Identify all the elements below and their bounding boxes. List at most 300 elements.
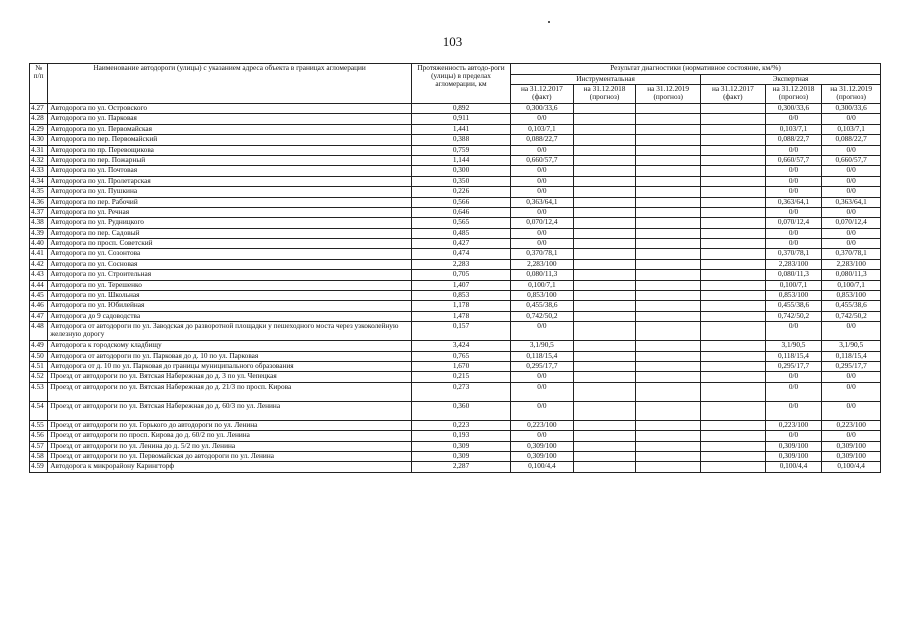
diagnostic-value: 0/0 bbox=[511, 431, 574, 441]
diagnostic-value: 0,103/7,1 bbox=[765, 124, 822, 134]
diagnostic-value bbox=[636, 124, 701, 134]
road-length: 0,474 bbox=[412, 249, 511, 259]
diagnostic-value: 0,300/33,6 bbox=[822, 104, 881, 114]
road-name: Проезд от автодороги по ул. Первомайская до автодороги по ул. Ленина bbox=[48, 451, 412, 461]
table-row bbox=[30, 176, 881, 186]
road-name: Автодорога по пр. Перевощикова bbox=[48, 145, 412, 155]
diagnostic-value bbox=[636, 301, 701, 311]
header-col-expert-2017: на 31.12.2017 (факт) bbox=[701, 85, 766, 104]
header-name: Наименование автодороги (улицы) с указанием адреса объекта в границах агломерации bbox=[48, 64, 412, 104]
diagnostic-value bbox=[636, 462, 701, 472]
table-row bbox=[30, 341, 881, 351]
road-length: 0,705 bbox=[412, 270, 511, 280]
road-length: 2,283 bbox=[412, 259, 511, 269]
diagnostic-value: 0,309/100 bbox=[765, 451, 822, 461]
diagnostic-value bbox=[573, 270, 636, 280]
row-number: 4.30 bbox=[30, 135, 48, 145]
row-number: 4.55 bbox=[30, 420, 48, 430]
diagnostic-value bbox=[701, 311, 766, 321]
header-col-instr-2019: на 31.12.2019 (прогноз) bbox=[636, 85, 701, 104]
diagnostic-value: 0,455/38,6 bbox=[822, 301, 881, 311]
diagnostic-value bbox=[701, 135, 766, 145]
road-length: 1,178 bbox=[412, 301, 511, 311]
road-length: 0,485 bbox=[412, 228, 511, 238]
road-name: Автодорога по пер. Рабочий bbox=[48, 197, 412, 207]
diagnostic-value: 0,080/11,3 bbox=[822, 270, 881, 280]
diagnostic-value bbox=[701, 155, 766, 165]
diagnostic-value bbox=[636, 431, 701, 441]
diagnostic-value: 0,370/78,1 bbox=[822, 249, 881, 259]
diagnostic-value bbox=[636, 351, 701, 361]
diagnostic-value: 0/0 bbox=[511, 322, 574, 341]
road-name: Автодорога по ул. Островского bbox=[48, 104, 412, 114]
diagnostic-value: 0/0 bbox=[511, 239, 574, 249]
diagnostic-value: 0,088/22,7 bbox=[511, 135, 574, 145]
diagnostic-value bbox=[701, 197, 766, 207]
table-body bbox=[30, 104, 881, 473]
diagnostic-value bbox=[636, 451, 701, 461]
diagnostic-value: 0/0 bbox=[822, 322, 881, 341]
road-name: Автодорога по ул. Пролетарская bbox=[48, 176, 412, 186]
diagnostic-value bbox=[636, 218, 701, 228]
row-number: 4.44 bbox=[30, 280, 48, 290]
table-row bbox=[30, 351, 881, 361]
road-name: Автодорога по ул. Первомайская bbox=[48, 124, 412, 134]
diagnostic-value bbox=[573, 145, 636, 155]
diagnostic-value bbox=[573, 322, 636, 341]
row-number: 4.53 bbox=[30, 382, 48, 401]
diagnostic-value: 0,100/7,1 bbox=[765, 280, 822, 290]
diagnostic-value: 0,118/15,4 bbox=[765, 351, 822, 361]
diagnostic-value: 0,742/50,2 bbox=[765, 311, 822, 321]
diagnostic-value bbox=[701, 176, 766, 186]
diagnostic-value bbox=[636, 176, 701, 186]
diagnostic-value bbox=[573, 124, 636, 134]
header-col-expert-2019: на 31.12.2019 (прогноз) bbox=[822, 85, 881, 104]
diagnostic-value bbox=[636, 249, 701, 259]
row-number: 4.39 bbox=[30, 228, 48, 238]
diagnostic-value bbox=[573, 372, 636, 382]
diagnostic-value bbox=[701, 145, 766, 155]
diagnostic-value bbox=[636, 420, 701, 430]
diagnostic-value: 0/0 bbox=[822, 382, 881, 401]
diagnostic-value bbox=[701, 114, 766, 124]
diagnostic-value bbox=[573, 228, 636, 238]
road-length: 0,157 bbox=[412, 322, 511, 341]
road-length: 1,144 bbox=[412, 155, 511, 165]
header-expert: Экспертная bbox=[701, 75, 881, 85]
diagnostic-value: 0,223/100 bbox=[765, 420, 822, 430]
diagnostic-value: 0,660/57,7 bbox=[511, 155, 574, 165]
diagnostic-value bbox=[573, 382, 636, 401]
diagnostic-value: 0/0 bbox=[765, 431, 822, 441]
diagnostic-value bbox=[701, 291, 766, 301]
diagnostic-value bbox=[636, 114, 701, 124]
road-name: Автодорога по ул. Парковая bbox=[48, 114, 412, 124]
road-name: Автодорога по ул. Терешенко bbox=[48, 280, 412, 290]
diagnostic-value bbox=[636, 145, 701, 155]
road-name: Проезд от автодороги по ул. Вятская Набережная до д. 21/3 по просп. Кирова bbox=[48, 382, 412, 401]
diagnostic-value bbox=[573, 187, 636, 197]
diagnostic-value bbox=[573, 249, 636, 259]
road-length: 2,287 bbox=[412, 462, 511, 472]
road-length: 0,300 bbox=[412, 166, 511, 176]
diagnostic-value: 0,100/7,1 bbox=[511, 280, 574, 290]
diagnostic-value: 0/0 bbox=[511, 145, 574, 155]
row-number: 4.48 bbox=[30, 322, 48, 341]
table-row bbox=[30, 462, 881, 472]
diagnostic-value bbox=[636, 155, 701, 165]
diagnostic-value: 0,363/64,1 bbox=[822, 197, 881, 207]
diagnostic-value: 0,742/50,2 bbox=[511, 311, 574, 321]
diagnostic-value: 0,853/100 bbox=[822, 291, 881, 301]
scan-speck bbox=[548, 21, 550, 23]
diagnostic-value: 0/0 bbox=[511, 401, 574, 420]
diagnostic-value bbox=[636, 311, 701, 321]
diagnostic-value: 0,100/7,1 bbox=[822, 280, 881, 290]
table-row bbox=[30, 166, 881, 176]
row-number: 4.46 bbox=[30, 301, 48, 311]
diagnostic-value: 0/0 bbox=[511, 372, 574, 382]
diagnostic-value bbox=[573, 420, 636, 430]
diagnostic-value bbox=[701, 259, 766, 269]
diagnostic-value: 2,283/100 bbox=[511, 259, 574, 269]
diagnostic-value bbox=[701, 351, 766, 361]
diagnostic-value bbox=[701, 187, 766, 197]
diagnostic-value bbox=[701, 239, 766, 249]
diagnostic-value bbox=[701, 420, 766, 430]
road-name: Автодорога от автодороги по ул. Парковая до д. 10 по ул. Парковая bbox=[48, 351, 412, 361]
diagnostic-value bbox=[573, 166, 636, 176]
header-length: Протяженность автодо-роги (улицы) в пределах агломерации, км bbox=[412, 64, 511, 104]
diagnostic-value: 0,309/100 bbox=[511, 451, 574, 461]
diagnostic-value bbox=[636, 361, 701, 371]
road-length: 1,441 bbox=[412, 124, 511, 134]
diagnostic-value bbox=[573, 104, 636, 114]
diagnostic-value: 0/0 bbox=[511, 187, 574, 197]
road-name: Автодорога к микрорайону Карингторф bbox=[48, 462, 412, 472]
road-name: Автодорога по ул. Строительная bbox=[48, 270, 412, 280]
diagnostic-value bbox=[701, 249, 766, 259]
row-number: 4.36 bbox=[30, 197, 48, 207]
road-length: 0,427 bbox=[412, 239, 511, 249]
table-row bbox=[30, 259, 881, 269]
road-length: 1,478 bbox=[412, 311, 511, 321]
road-name: Автодорога до 9 садоводства bbox=[48, 311, 412, 321]
diagnostic-value bbox=[701, 124, 766, 134]
diagnostic-value: 0,295/17,7 bbox=[765, 361, 822, 371]
row-number: 4.35 bbox=[30, 187, 48, 197]
diagnostic-value bbox=[636, 291, 701, 301]
diagnostic-value bbox=[636, 372, 701, 382]
diagnostic-value bbox=[636, 228, 701, 238]
table-row bbox=[30, 361, 881, 371]
road-length: 0,223 bbox=[412, 420, 511, 430]
row-number: 4.41 bbox=[30, 249, 48, 259]
diagnostic-value bbox=[573, 280, 636, 290]
diagnostic-value bbox=[701, 431, 766, 441]
table-row bbox=[30, 280, 881, 290]
diagnostic-value: 0,070/12,4 bbox=[765, 218, 822, 228]
road-length: 0,646 bbox=[412, 207, 511, 217]
diagnostic-value: 0,103/7,1 bbox=[822, 124, 881, 134]
diagnostic-value bbox=[701, 451, 766, 461]
table-row bbox=[30, 135, 881, 145]
diagnostic-value bbox=[701, 218, 766, 228]
row-number: 4.57 bbox=[30, 441, 48, 451]
row-number: 4.47 bbox=[30, 311, 48, 321]
diagnostic-value: 0,363/64,1 bbox=[511, 197, 574, 207]
row-number: 4.34 bbox=[30, 176, 48, 186]
diagnostic-value bbox=[573, 135, 636, 145]
diagnostic-value bbox=[636, 104, 701, 114]
diagnostic-value: 0/0 bbox=[822, 114, 881, 124]
table-row bbox=[30, 218, 881, 228]
table-row bbox=[30, 114, 881, 124]
diagnostic-value: 0/0 bbox=[511, 114, 574, 124]
diagnostic-value: 0,088/22,7 bbox=[765, 135, 822, 145]
road-name: Автодорога по ул. Почтовая bbox=[48, 166, 412, 176]
diagnostic-value: 0/0 bbox=[511, 176, 574, 186]
diagnostic-value bbox=[573, 291, 636, 301]
table-row bbox=[30, 451, 881, 461]
road-name: Автодорога по ул. Школьная bbox=[48, 291, 412, 301]
road-name: Проезд от автодороги по ул. Горького до автодороги по ул. Ленина bbox=[48, 420, 412, 430]
road-name: Автодорога от д. 10 по ул. Парковая до границы муниципального образования bbox=[48, 361, 412, 371]
diagnostic-value bbox=[701, 166, 766, 176]
diagnostic-value bbox=[701, 207, 766, 217]
table-row bbox=[30, 291, 881, 301]
diagnostic-value: 0/0 bbox=[765, 187, 822, 197]
diagnostic-value: 0,103/7,1 bbox=[511, 124, 574, 134]
road-name: Автодорога по пер. Первомайский bbox=[48, 135, 412, 145]
diagnostic-value: 0/0 bbox=[765, 145, 822, 155]
road-length: 0,765 bbox=[412, 351, 511, 361]
diagnostic-value bbox=[701, 462, 766, 472]
diagnostic-value: 0,100/4,4 bbox=[822, 462, 881, 472]
table-row bbox=[30, 311, 881, 321]
diagnostic-value: 0,118/15,4 bbox=[822, 351, 881, 361]
road-length: 0,566 bbox=[412, 197, 511, 207]
diagnostic-value bbox=[701, 280, 766, 290]
diagnostic-value bbox=[701, 228, 766, 238]
row-number: 4.29 bbox=[30, 124, 48, 134]
row-number: 4.50 bbox=[30, 351, 48, 361]
road-length: 0,350 bbox=[412, 176, 511, 186]
diagnostic-value: 0/0 bbox=[822, 431, 881, 441]
diagnostic-value: 0/0 bbox=[511, 228, 574, 238]
diagnostic-value: 0/0 bbox=[822, 166, 881, 176]
road-length: 0,215 bbox=[412, 372, 511, 382]
diagnostic-value bbox=[573, 361, 636, 371]
diagnostic-value: 2,283/100 bbox=[822, 259, 881, 269]
table-row bbox=[30, 431, 881, 441]
diagnostic-value: 0/0 bbox=[822, 145, 881, 155]
road-length: 1,407 bbox=[412, 280, 511, 290]
road-length: 0,853 bbox=[412, 291, 511, 301]
road-name: Автодорога по ул. Пушкина bbox=[48, 187, 412, 197]
diagnostic-value bbox=[573, 341, 636, 351]
diagnostic-value: 0,363/64,1 bbox=[765, 197, 822, 207]
diagnostic-value bbox=[573, 431, 636, 441]
diagnostic-value: 0,088/22,7 bbox=[822, 135, 881, 145]
diagnostic-value: 0,118/15,4 bbox=[511, 351, 574, 361]
table-row bbox=[30, 187, 881, 197]
road-name: Автодорога по ул. Речная bbox=[48, 207, 412, 217]
diagnostic-value: 0/0 bbox=[511, 382, 574, 401]
diagnostic-value bbox=[636, 135, 701, 145]
row-number: 4.58 bbox=[30, 451, 48, 461]
row-number: 4.52 bbox=[30, 372, 48, 382]
diagnostic-value: 0/0 bbox=[822, 401, 881, 420]
road-length: 0,309 bbox=[412, 451, 511, 461]
diagnostic-value: 0/0 bbox=[822, 239, 881, 249]
page-number: 103 bbox=[442, 34, 463, 49]
diagnostic-value: 0/0 bbox=[765, 322, 822, 341]
table-row bbox=[30, 228, 881, 238]
diagnostic-value bbox=[636, 280, 701, 290]
diagnostic-value: 0/0 bbox=[765, 207, 822, 217]
table-row bbox=[30, 382, 881, 401]
diagnostic-value: 0,309/100 bbox=[822, 441, 881, 451]
road-length: 0,911 bbox=[412, 114, 511, 124]
diagnostic-value bbox=[573, 197, 636, 207]
diagnostic-value bbox=[701, 441, 766, 451]
road-length: 0,892 bbox=[412, 104, 511, 114]
diagnostic-value: 0,295/17,7 bbox=[511, 361, 574, 371]
diagnostic-value: 0,070/12,4 bbox=[511, 218, 574, 228]
diagnostic-value bbox=[573, 311, 636, 321]
diagnostic-value: 0,455/38,6 bbox=[511, 301, 574, 311]
diagnostic-value: 0/0 bbox=[822, 228, 881, 238]
table-row bbox=[30, 239, 881, 249]
diagnostic-value: 0/0 bbox=[822, 207, 881, 217]
table-row bbox=[30, 155, 881, 165]
row-number: 4.42 bbox=[30, 259, 48, 269]
diagnostic-value bbox=[573, 239, 636, 249]
road-name: Автодорога от автодороги по ул. Заводская до разворотной площадки у пешеходного моста через узкоколейную железную дорогу bbox=[48, 322, 412, 341]
diagnostic-value bbox=[701, 270, 766, 280]
road-length: 0,388 bbox=[412, 135, 511, 145]
road-name: Проезд от автодороги по просп. Кирова до д. 60/2 по ул. Ленина bbox=[48, 431, 412, 441]
road-length: 1,670 bbox=[412, 361, 511, 371]
diagnostic-value: 0,300/33,6 bbox=[765, 104, 822, 114]
header-num: № п/п bbox=[30, 64, 48, 104]
table-row bbox=[30, 104, 881, 114]
diagnostic-value bbox=[573, 401, 636, 420]
road-name: Проезд от автодороги по ул. Ленина до д. 5/2 по ул. Ленина bbox=[48, 441, 412, 451]
row-number: 4.40 bbox=[30, 239, 48, 249]
diagnostic-value: 0/0 bbox=[765, 166, 822, 176]
diagnostic-value bbox=[573, 155, 636, 165]
row-number: 4.59 bbox=[30, 462, 48, 472]
road-length: 0,565 bbox=[412, 218, 511, 228]
header-col-instr-2018: на 31.12.2018 (прогноз) bbox=[573, 85, 636, 104]
diagnostic-value bbox=[636, 259, 701, 269]
road-length: 0,226 bbox=[412, 187, 511, 197]
diagnostic-value: 2,283/100 bbox=[765, 259, 822, 269]
diagnostic-value bbox=[573, 259, 636, 269]
diagnostic-value bbox=[573, 462, 636, 472]
diagnostic-value: 0,223/100 bbox=[822, 420, 881, 430]
diagnostic-value: 0/0 bbox=[511, 207, 574, 217]
diagnostic-value: 0,853/100 bbox=[765, 291, 822, 301]
diagnostic-value: 0,660/57,7 bbox=[765, 155, 822, 165]
diagnostic-value bbox=[573, 114, 636, 124]
row-number: 4.28 bbox=[30, 114, 48, 124]
table-row bbox=[30, 301, 881, 311]
diagnostic-value: 0,853/100 bbox=[511, 291, 574, 301]
diagnostic-value: 0,080/11,3 bbox=[765, 270, 822, 280]
diagnostic-value bbox=[636, 441, 701, 451]
diagnostic-value: 0,455/38,6 bbox=[765, 301, 822, 311]
diagnostic-value: 0/0 bbox=[765, 228, 822, 238]
row-number: 4.56 bbox=[30, 431, 48, 441]
diagnostic-value bbox=[636, 166, 701, 176]
diagnostic-value bbox=[573, 218, 636, 228]
diagnostic-value: 0/0 bbox=[765, 239, 822, 249]
row-number: 4.43 bbox=[30, 270, 48, 280]
header-instrumental: Инструментальная bbox=[511, 75, 701, 85]
table-row bbox=[30, 124, 881, 134]
diagnostic-value: 0,300/33,6 bbox=[511, 104, 574, 114]
diagnostic-value bbox=[636, 239, 701, 249]
row-number: 4.38 bbox=[30, 218, 48, 228]
diagnostic-value bbox=[701, 361, 766, 371]
diagnostic-value: 0,660/57,7 bbox=[822, 155, 881, 165]
road-name: Проезд от автодороги по ул. Вятская Набережная до д. 3 по ул. Чепецкая bbox=[48, 372, 412, 382]
diagnostic-value: 0/0 bbox=[822, 187, 881, 197]
road-name: Автодорога по ул. Рудницкого bbox=[48, 218, 412, 228]
row-number: 4.31 bbox=[30, 145, 48, 155]
diagnostic-value bbox=[636, 341, 701, 351]
road-length: 0,759 bbox=[412, 145, 511, 155]
row-number: 4.45 bbox=[30, 291, 48, 301]
row-number: 4.51 bbox=[30, 361, 48, 371]
diagnostic-value bbox=[573, 207, 636, 217]
diagnostics-table bbox=[29, 63, 881, 473]
road-name: Автодорога по ул. Сосновая bbox=[48, 259, 412, 269]
diagnostic-value: 0,309/100 bbox=[511, 441, 574, 451]
diagnostic-value: 0,370/78,1 bbox=[511, 249, 574, 259]
table-row bbox=[30, 401, 881, 420]
diagnostic-value bbox=[636, 382, 701, 401]
header-result: Результат диагностики (нормативное состояние, км/%) bbox=[511, 64, 881, 75]
diagnostic-value: 0,100/4,4 bbox=[765, 462, 822, 472]
diagnostic-value bbox=[573, 441, 636, 451]
diagnostic-value: 0,742/50,2 bbox=[822, 311, 881, 321]
diagnostic-value bbox=[636, 270, 701, 280]
diagnostic-value: 3,1/90,5 bbox=[765, 341, 822, 351]
diagnostic-value: 0,309/100 bbox=[822, 451, 881, 461]
diagnostic-value bbox=[636, 187, 701, 197]
diagnostic-value bbox=[701, 372, 766, 382]
diagnostic-value: 0/0 bbox=[765, 114, 822, 124]
diagnostic-value bbox=[636, 322, 701, 341]
diagnostic-value bbox=[701, 322, 766, 341]
diagnostic-value bbox=[573, 301, 636, 311]
diagnostic-value: 0,295/17,7 bbox=[822, 361, 881, 371]
diagnostic-value: 0/0 bbox=[765, 382, 822, 401]
table-row bbox=[30, 249, 881, 259]
header-col-expert-2018: на 31.12.2018 (прогноз) bbox=[765, 85, 822, 104]
diagnostic-value bbox=[636, 401, 701, 420]
diagnostic-value: 0,070/12,4 bbox=[822, 218, 881, 228]
road-name: Автодорога по просп. Советский bbox=[48, 239, 412, 249]
diagnostic-value bbox=[573, 176, 636, 186]
header-col-instr-2017: на 31.12.2017 (факт) bbox=[511, 85, 574, 104]
table-row bbox=[30, 207, 881, 217]
